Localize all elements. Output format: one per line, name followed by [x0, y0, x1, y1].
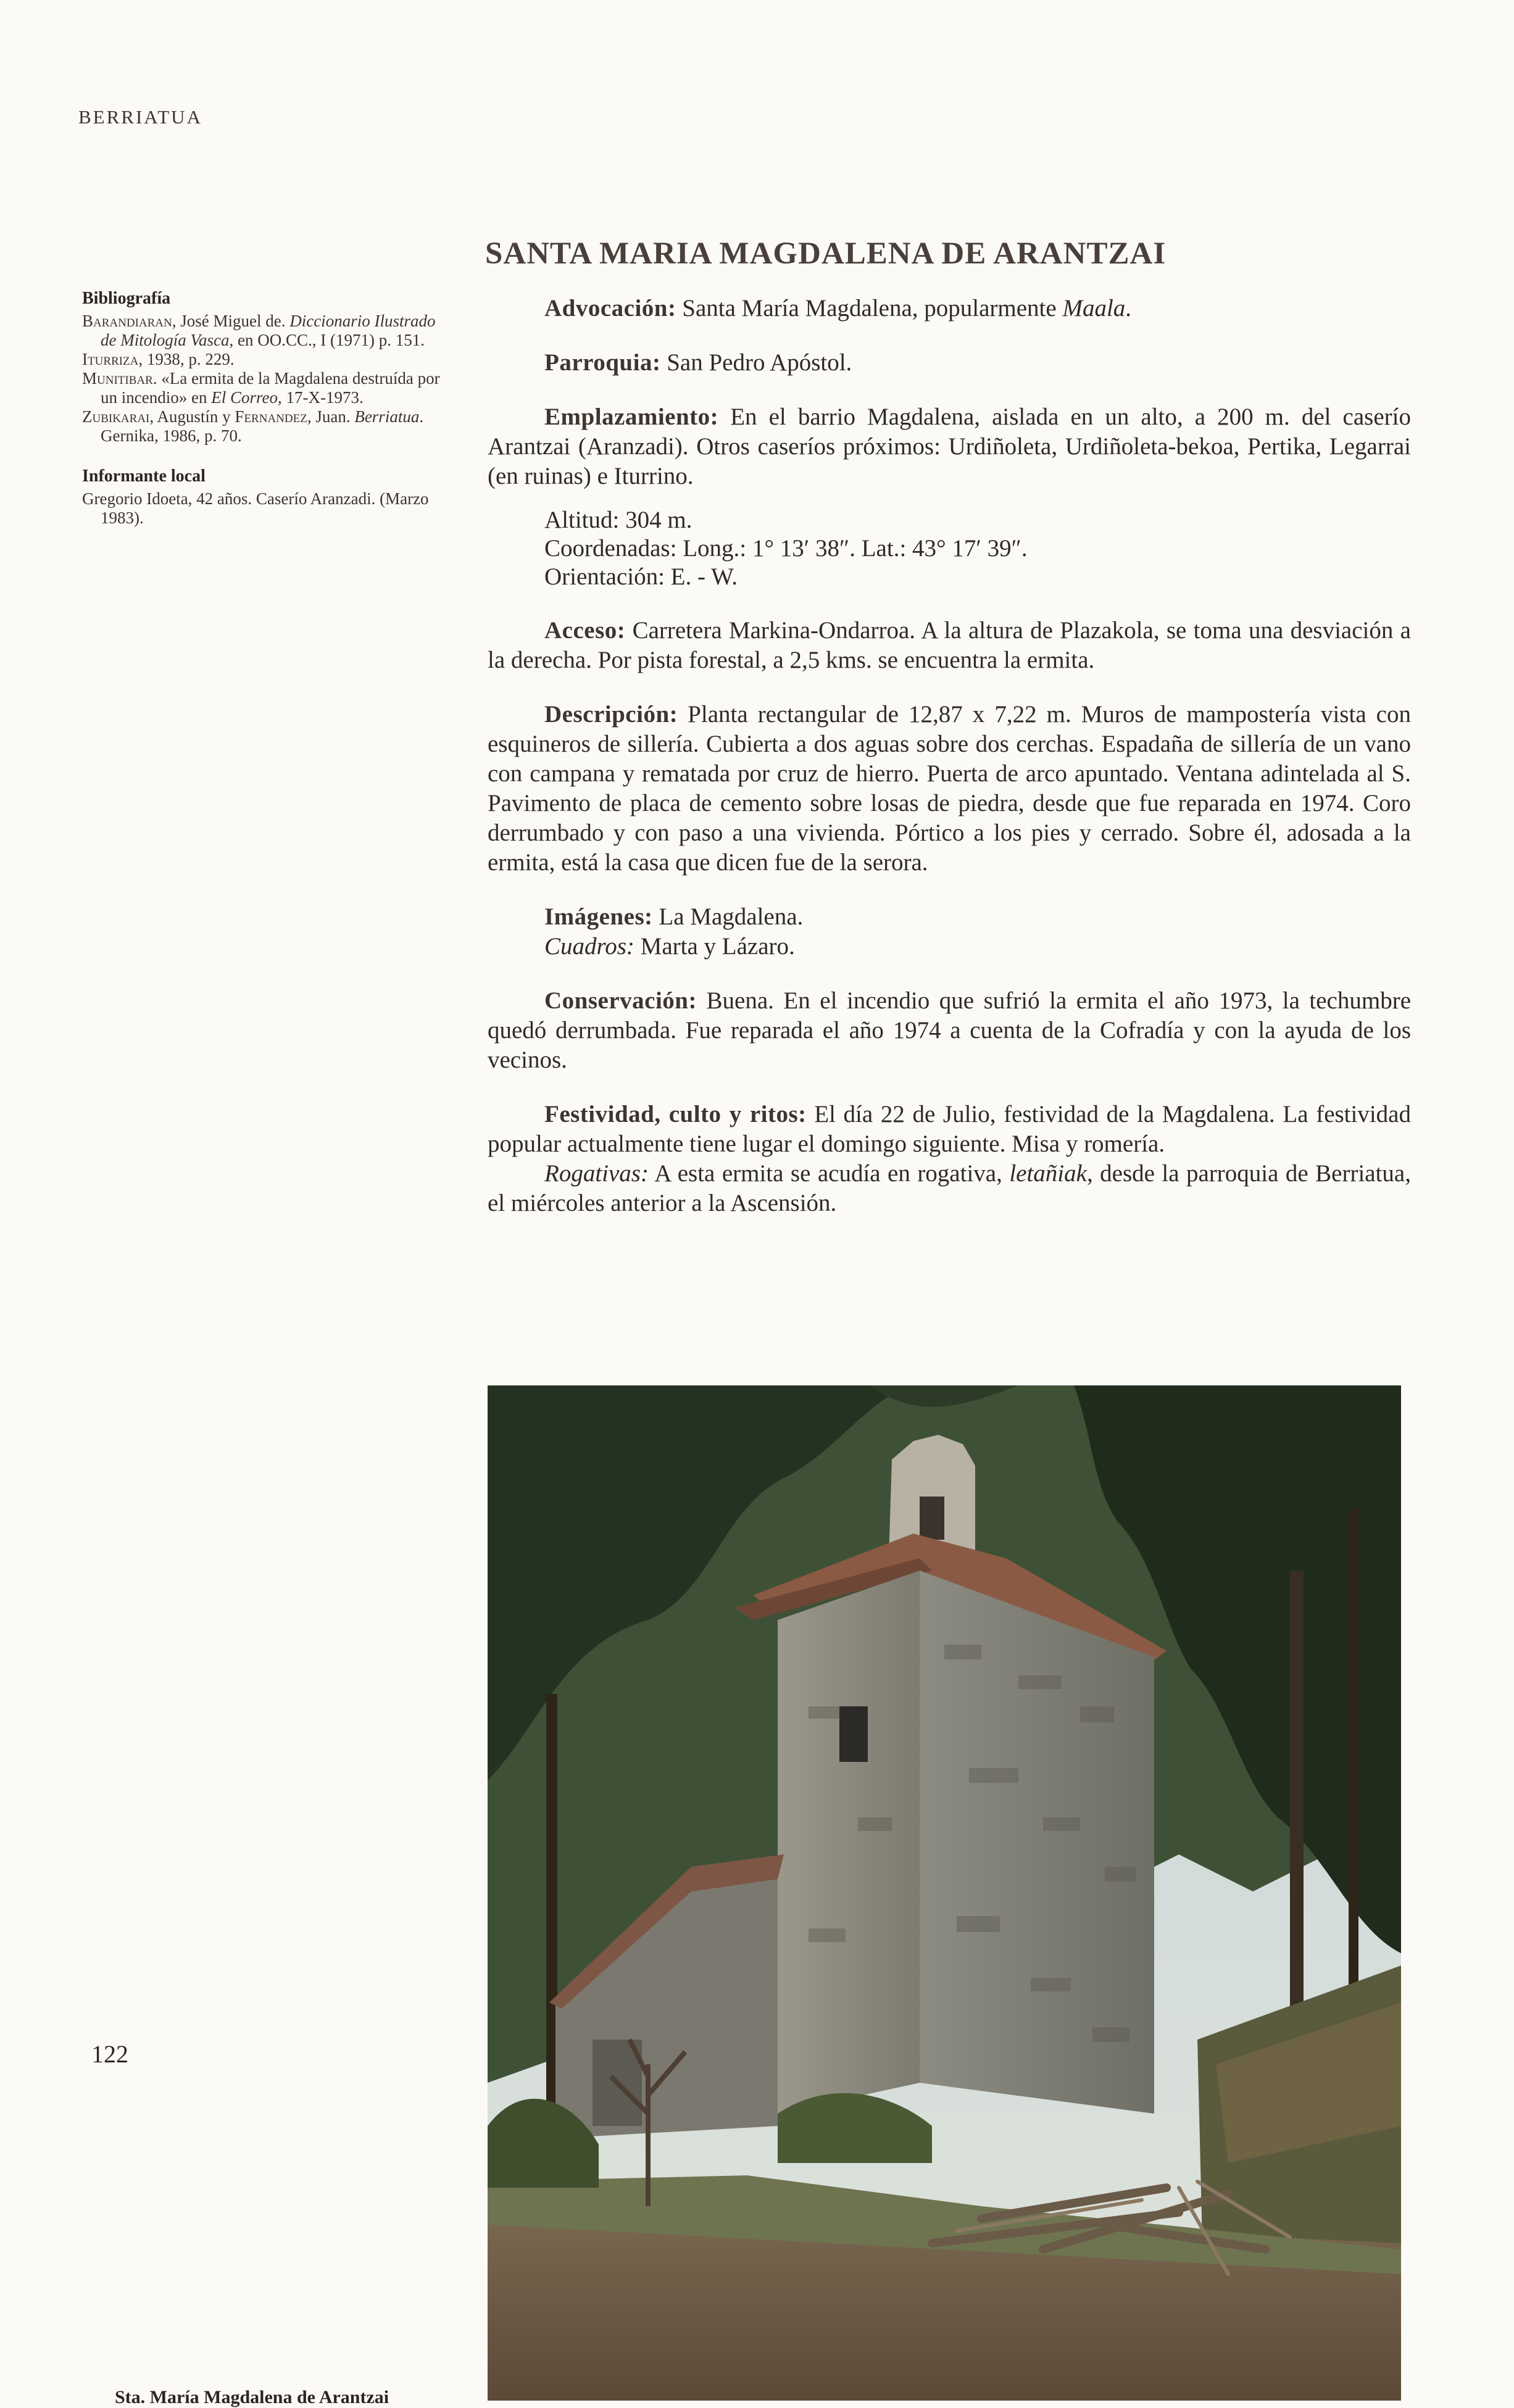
bib-text: , José Miguel de.: [172, 312, 290, 330]
conservacion-text: Buena. En el incendio que sufrió la ermita el año 1973, la techumbre quedó derrumbada. Fue reparada el año 1974 a cuenta de la Cofradía y con la ayuda de los vecinos.: [488, 987, 1411, 1073]
parroquia-label: Parroquia:: [544, 349, 661, 376]
cuadros-label: Cuadros:: [544, 933, 634, 960]
acceso-paragraph: [488, 616, 1411, 675]
bibliography-entry: [82, 407, 452, 446]
imagenes-text: La Magdalena.: [652, 903, 804, 930]
rogativas-italic: letañiak: [1009, 1160, 1087, 1187]
acceso-label: Acceso:: [544, 617, 626, 644]
emplazamiento-label: Emplazamiento:: [544, 404, 719, 430]
bibliography-heading: Bibliografía: [82, 289, 171, 308]
bibliography-entry: [82, 369, 452, 407]
festividad-paragraph: [488, 1100, 1411, 1159]
coordinates-block: [544, 506, 1411, 591]
photo-caption: Sta. María Magdalena de Arantzai: [115, 2387, 389, 2407]
rogativas-label: Rogativas:: [544, 1160, 649, 1187]
sidebar: [82, 289, 452, 549]
orientacion-line: Orientación: E. - W.: [544, 563, 738, 590]
bib-text: , 17-X-1973.: [277, 388, 364, 407]
conservacion-paragraph: [488, 986, 1411, 1075]
descripcion-label: Descripción:: [544, 701, 678, 728]
page-title: SANTA MARIA MAGDALENA DE ARANTZAI: [485, 236, 1167, 271]
parroquia-paragraph: [488, 348, 1411, 378]
bib-author: Fernandez: [235, 407, 307, 426]
rogativas-text: A esta ermita se acudía en rogativa,: [648, 1160, 1010, 1187]
running-head: BERRIATUA: [78, 106, 202, 128]
chapel-photo: [488, 1385, 1401, 2401]
page-number: 122: [91, 2040, 128, 2068]
advocacion-italic: Maala: [1062, 295, 1126, 322]
bib-text: , 1938, p. 229.: [138, 350, 235, 368]
imagenes-label: Imágenes:: [544, 903, 653, 930]
rogativas-text-end: , desde la parroquia de Berriatua, el miércoles anterior a la Ascensión.: [488, 1160, 1411, 1216]
imagenes-paragraph: [488, 902, 1411, 932]
bib-text: , en OO.CC., I (1971) p. 151.: [229, 331, 425, 349]
advocacion-end: .: [1125, 295, 1132, 322]
emplazamiento-text: En el barrio Magdalena, aislada en un alto, a 200 m. del caserío Arantzai (Aranzadi). Otros caseríos próximos: Urdiñoleta, Urdiñoleta-bekoa, Pertika, Legarrai (en ruinas) e Iturrino.: [488, 404, 1411, 489]
advocacion-paragraph: [488, 294, 1411, 323]
altitud-line: Altitud: 304 m.: [544, 507, 693, 533]
bib-author: Zubikarai: [82, 407, 150, 426]
bib-title: El Correo: [211, 388, 278, 407]
informant-heading: Informante local: [82, 467, 206, 486]
bib-author: Iturriza: [82, 350, 139, 368]
cuadros-text: Marta y Lázaro.: [634, 933, 795, 960]
chapel-photo-illustration: [488, 1385, 1401, 2401]
descripcion-text: Planta rectangular de 12,87 x 7,22 m. Muros de mampostería vista con esquineros de sillería. Cubierta a dos aguas sobre dos cerchas. Espadaña de sillería de un vano con campana y rematada por cruz de hierro. Puerta de arco apuntado. Ventana adintelada al S. Pavimento de placa de cemento sobre losas de piedra, desde que fue reparada en 1974. Coro derrumbado y con paso a una vivienda. Pórtico a los pies y cerrado. Sobre él, adosada a la ermita, está la casa que dicen fue de la serora.: [488, 701, 1411, 876]
bib-author: Barandiaran: [82, 312, 172, 330]
advocacion-label: Advocación:: [544, 295, 676, 322]
bibliography-block: [82, 289, 452, 446]
descripcion-paragraph: [488, 700, 1411, 878]
acceso-text: Carretera Markina-Ondarroa. A la altura de Plazakola, se toma una desviación a la derecha. Por pista forestal, a 2,5 kms. se encuentra la ermita.: [488, 617, 1411, 673]
festividad-label: Festividad, culto y ritos:: [544, 1101, 807, 1127]
parroquia-text: San Pedro Apóstol.: [660, 349, 852, 376]
bib-text: . Gernika, 1986, p. 70.: [101, 407, 424, 445]
coordenadas-line: Coordenadas: Long.: 1° 13′ 38″. Lat.: 43° 17′ 39″.: [544, 535, 1028, 562]
main-text: [488, 294, 1411, 1243]
informant-block: [82, 467, 452, 528]
bib-text: . «La ermita de la Magdalena destruída por un incendio» en: [101, 369, 440, 407]
cuadros-paragraph: [488, 932, 1411, 961]
emplazamiento-paragraph: [488, 402, 1411, 491]
bib-author: Munitibar: [82, 369, 153, 388]
bibliography-entry: [82, 350, 452, 369]
bib-title: Diccionario Ilustrado de Mitología Vasca: [101, 312, 436, 349]
advocacion-text: Santa María Magdalena, popularmente: [676, 295, 1063, 322]
bib-text: , Juan.: [307, 407, 355, 426]
conservacion-label: Conservación:: [544, 987, 697, 1014]
bib-title: Berriatua: [354, 407, 420, 426]
festividad-text: El día 22 de Julio, festividad de la Magdalena. La festividad popular actualmente tiene lugar el domingo siguiente. Misa y romería.: [488, 1101, 1411, 1157]
rogativas-paragraph: [488, 1159, 1411, 1218]
bibliography-entry: [82, 312, 452, 350]
bib-text: , Augustín y: [149, 407, 235, 426]
informant-text: Gregorio Idoeta, 42 años. Caserío Aranzadi. (Marzo 1983).: [82, 489, 429, 527]
